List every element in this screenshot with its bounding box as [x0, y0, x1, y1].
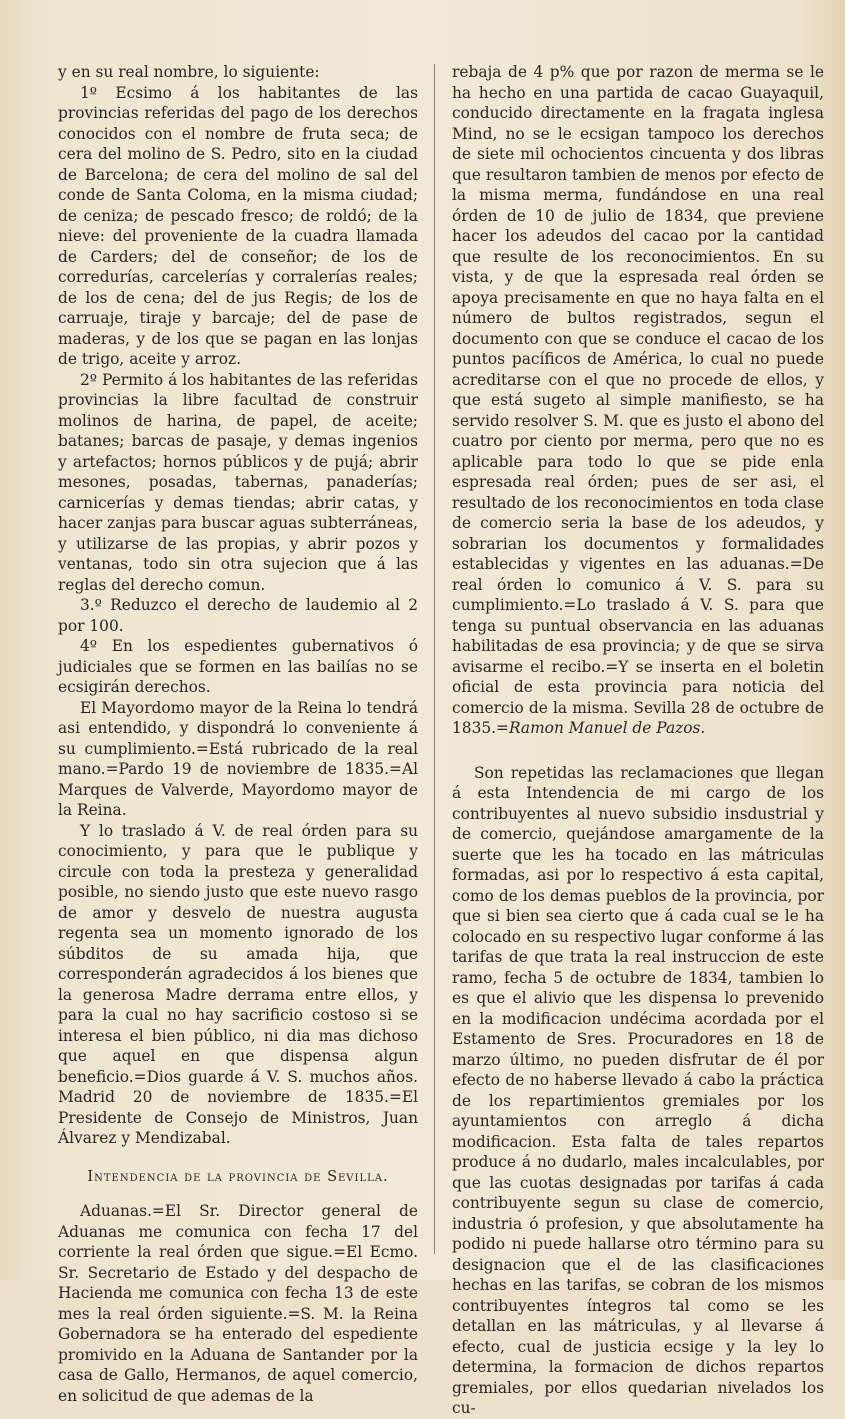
right-column — [452, 62, 824, 1419]
paragraph-cacao-text: rebaja de 4 p% que por razon de merma se le ha hecho en una partida de cacao Guayaquil, conducido directamente en la fragata inglesa Mind, no se le ecsigan tampoco los derechos de siete mil ochocientos cincuenta y dos libras que resultaron tambien de menos por efecto de la misma merma, fundándose en una real órden de 10 de julio de 1834, que previene hacer los adeudos del cacao por la cantidad que resulte de los reconocimientos. En su vista, y de que la espresada real órden se apoya precisamente en que no haya falta en el número de bultos registrados, segun el documento con que se conduce el cacao de los puntos pacíficos de América, lo cual no puede acreditarse con el que no procede de ellos, y que está sugeto al simple manifiesto, se ha servido resolver S. M. que es justo el abono del cuatro por ciento por merma, pero que no es aplicable para todo lo que se pide enla espresada real órden; pues de ser asi, el resultado de los reconocimientos en toda clase de comercio seria la base de los adeudos, y sobrarian los documentos y formalidades establecidas y vigentes en las aduanas.=De real órden lo comunico á V. S. para su cumplimiento.=Lo traslado á V. S. para que tenga su puntual observancia en las aduanas habilitadas de esa provincia; y de que se sirva avisarme el recibo.=Y se inserta en el boletin oficial de esta provincia para noticia del comercio de la misma. Sevilla 28 de octubre de 1835.= — [452, 63, 824, 737]
paragraph-article-4: 4º En los espedientes gubernativos ó judiciales que se formen en las bailías no se ecsigirán derechos. — [58, 637, 418, 696]
column-divider — [434, 64, 435, 1254]
paragraph-gap — [452, 739, 824, 763]
section-heading: Intendencia de la provincia de Sevilla. — [87, 1168, 389, 1185]
left-column — [58, 62, 418, 1406]
paragraph-reclamaciones: Son repetidas las reclamaciones que llegan á esta Intendencia de mi cargo de los contribuyentes al nuevo subsidio insdustrial y de comercio, quejándose amargamente de la suerte que les ha tocado en las mátriculas formadas, asi por lo respectivo á esta capital, como de los demas pueblos de la provincia, por que si bien sea cierto que á cada cual se le ha colocado en su respectivo lugar conforme á las tarifas de que trata la real instruccion de este ramo, fecha 5 de octubre de 1834, tambien lo es que el alivio que les dispensa lo prevenido en la modificacion undécima acordada por el Estamento de Sres. Procuradores en 18 de marzo último, no pueden disfrutar de él por efecto de no haberse llevado á cabo la práctica de los repartimientos gremiales por los ayuntamientos con arreglo á dicha modificacion. Esta falta de tales repartos produce á no dudarlo, males incalculables, por que las cuotas designadas por tarifas á cada contribuyente segun su clase de comercio, industria ó profesion, y que absolutamente ha podido ni puede hallarse otro término para su designacion que el de las clasificaciones hechas en las tarifas, se cobran de los mismos contribuyentes íntegros tal como se les detallan en las mátriculas, y al llevarse á efecto, cual de justicia ecsige y la ley lo determina, la formacion de dichos repartos gremiales, por ellos quedarian nivelados los cu- — [452, 763, 824, 1417]
paragraph-traslado: Y lo traslado á V. de real órden para su conocimiento, y para que le publique y circule con toda la presteza y generalidad posible, no siendo justo que este nuevo rasgo de amor y desvelo de nuestra augusta regenta sea un momento ignorado de los súbditos de su amada hija, que corresponderán agradecidos á los bienes que la generosa Madre derrama entre ellos, y para la cual no hay sacrificio costoso si se interesa el bien público, ni dia mas dichoso que aquel en que dispensa algun beneficio.=Dios guarde á V. S. muchos años. Madrid 20 de noviembre de 1835.=El Presidente de Consejo de Ministros, Juan Álvarez y Mendizabal. — [58, 821, 418, 1147]
paragraph-aduanas: Aduanas.=El Sr. Director general de Aduanas me comunica con fecha 17 del corriente la real órden que sigue.=El Ecmo. Sr. Secretario de Estado y del despacho de Hacienda me comunica con fecha 13 de este mes la real órden siguiente.=S. M. la Reina Gobernadora se ha enterado del espediente promivido en la Aduana de Santander por la casa de Gallo, Hermanos, de aquel comercio, en solicitud de que ademas de la — [58, 1202, 418, 1405]
signature-pazos: Ramon Manuel de Pazos. — [508, 719, 706, 737]
paragraph-opening: y en su real nombre, lo siguiente: — [58, 63, 320, 81]
paragraph-cacao-continuation — [452, 62, 824, 739]
paragraph-article-1: 1º Ecsimo á los habitantes de las provincias referidas del pago de los derechos conocidos con el nombre de fruta seca; de cera del molino de S. Pedro, sito en la ciudad de Barcelona; de cera del molino de sal del conde de Santa Coloma, en la misma ciudad; de ceniza; de pescado fresco; de roldó; de la nieve: del proveniente de la cuadra llamada de Carders; del de conseñor; de los de corredurías, carcelerías y corralerías reales; de los de cena; del de jus Regis; de los de carruaje, tiraje y barcaje; del de pase de maderas, y de los que se pagan en las lonjas de trigo, aceite y arroz. — [58, 83, 418, 368]
paragraph-article-3: 3.º Reduzco el derecho de laudemio al 2 por 100. — [58, 596, 418, 635]
paragraph-mayordomo: El Mayordomo mayor de la Reina lo tendrá asi entendido, y dispondrá lo conveniente á su cumplimiento.=Está rubricado de la real mano.=Pardo 19 de noviembre de 1835.=Al Marques de Valverde, Mayordomo mayor de la Reina. — [58, 698, 418, 819]
paragraph-article-2: 2º Permito á los habitantes de las referidas provincias la libre facultad de construir molinos de harina, de papel, de aceite; batanes; barcas de pasaje, y demas ingenios y artefactos; hornos públicos y de pujá; abrir mesones, posadas, tabernas, panaderías; carnicerías y demas tiendas; abrir catas, y hacer zanjas para buscar aguas subterráneas, y utilizarse de las propias, y abrir pozos y ventanas, todo sin otra sujecion que á las reglas del derecho comun. — [58, 370, 418, 594]
